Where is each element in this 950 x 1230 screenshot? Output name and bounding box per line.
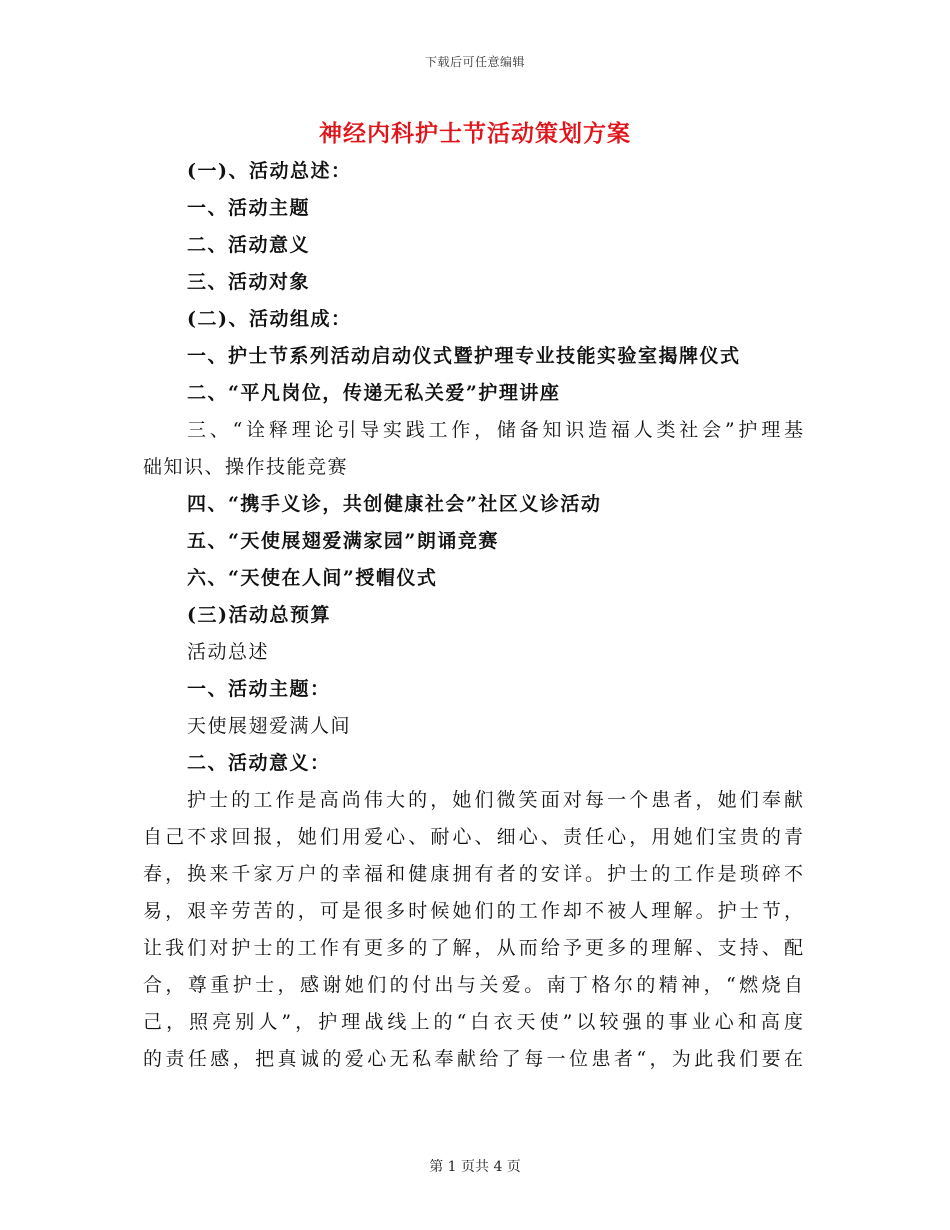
document-body [143, 153, 803, 1078]
outline-item: 一、护士节系列活动启动仪式暨护理专业技能实验室揭牌仪式 [187, 345, 741, 367]
section-heading: (二)、活动组成： [187, 308, 352, 330]
outline-item: 五、“天使展翅爱满家园”朗诵竞赛 [187, 530, 499, 552]
section-heading: (三)活动总预算 [187, 604, 331, 626]
paragraph-line: 春，换来千家万户的幸福和健康拥有者的安详。护士的工作是琐碎不 [143, 863, 803, 885]
page-number-indicator: 第 1 页共 4 页 [429, 1159, 521, 1175]
section-heading: (一)、活动总述： [187, 160, 352, 182]
paragraph-line: 易，艰辛劳苦的，可是很多时候她们的工作却不被人理解。护士节， [143, 900, 803, 922]
outline-item: 三、活动对象 [187, 271, 311, 293]
page-header-note: 下载后可任意编辑 [424, 55, 525, 69]
outline-item: 六、“天使在人间”授帽仪式 [187, 567, 438, 589]
outline-item: 三、“诠释理论引导实践工作，储备知识造福人类社会”护理基 [187, 419, 803, 441]
subsection-label: 活动总述 [187, 641, 270, 663]
paragraph-line: 护士的工作是高尚伟大的，她们微笑面对每一个患者，她们奉献 [187, 789, 803, 811]
outline-item-continuation: 础知识、操作技能竞赛 [143, 456, 349, 478]
paragraph-line: 合，尊重护士，感谢她们的付出与关爱。南丁格尔的精神，“燃烧自 [143, 974, 803, 996]
theme-text: 天使展翅爱满人间 [187, 715, 352, 737]
subsection-heading: 二、活动意义： [187, 752, 331, 774]
paragraph-line: 自己不求回报，她们用爱心、耐心、细心、责任心，用她们宝贵的青 [143, 826, 803, 848]
subsection-heading: 一、活动主题： [187, 678, 331, 700]
paragraph-line: 的责任感，把真诚的爱心无私奉献给了每一位患者“，为此我们要在 [143, 1048, 803, 1070]
outline-item: 四、“携手义诊，共创健康社会”社区义诊活动 [187, 493, 602, 515]
outline-item: 二、活动意义 [187, 234, 311, 256]
paragraph-line: 己，照亮别人”，护理战线上的“白衣天使”以较强的事业心和高度 [143, 1011, 803, 1033]
document-title: 神经内科护士节活动策划方案 [319, 120, 631, 147]
outline-item: 二、“平凡岗位，传递无私关爱”护理讲座 [187, 382, 561, 404]
paragraph-line: 让我们对护士的工作有更多的了解，从而给予更多的理解、支持、配 [143, 937, 803, 959]
outline-item: 一、活动主题 [187, 197, 311, 219]
